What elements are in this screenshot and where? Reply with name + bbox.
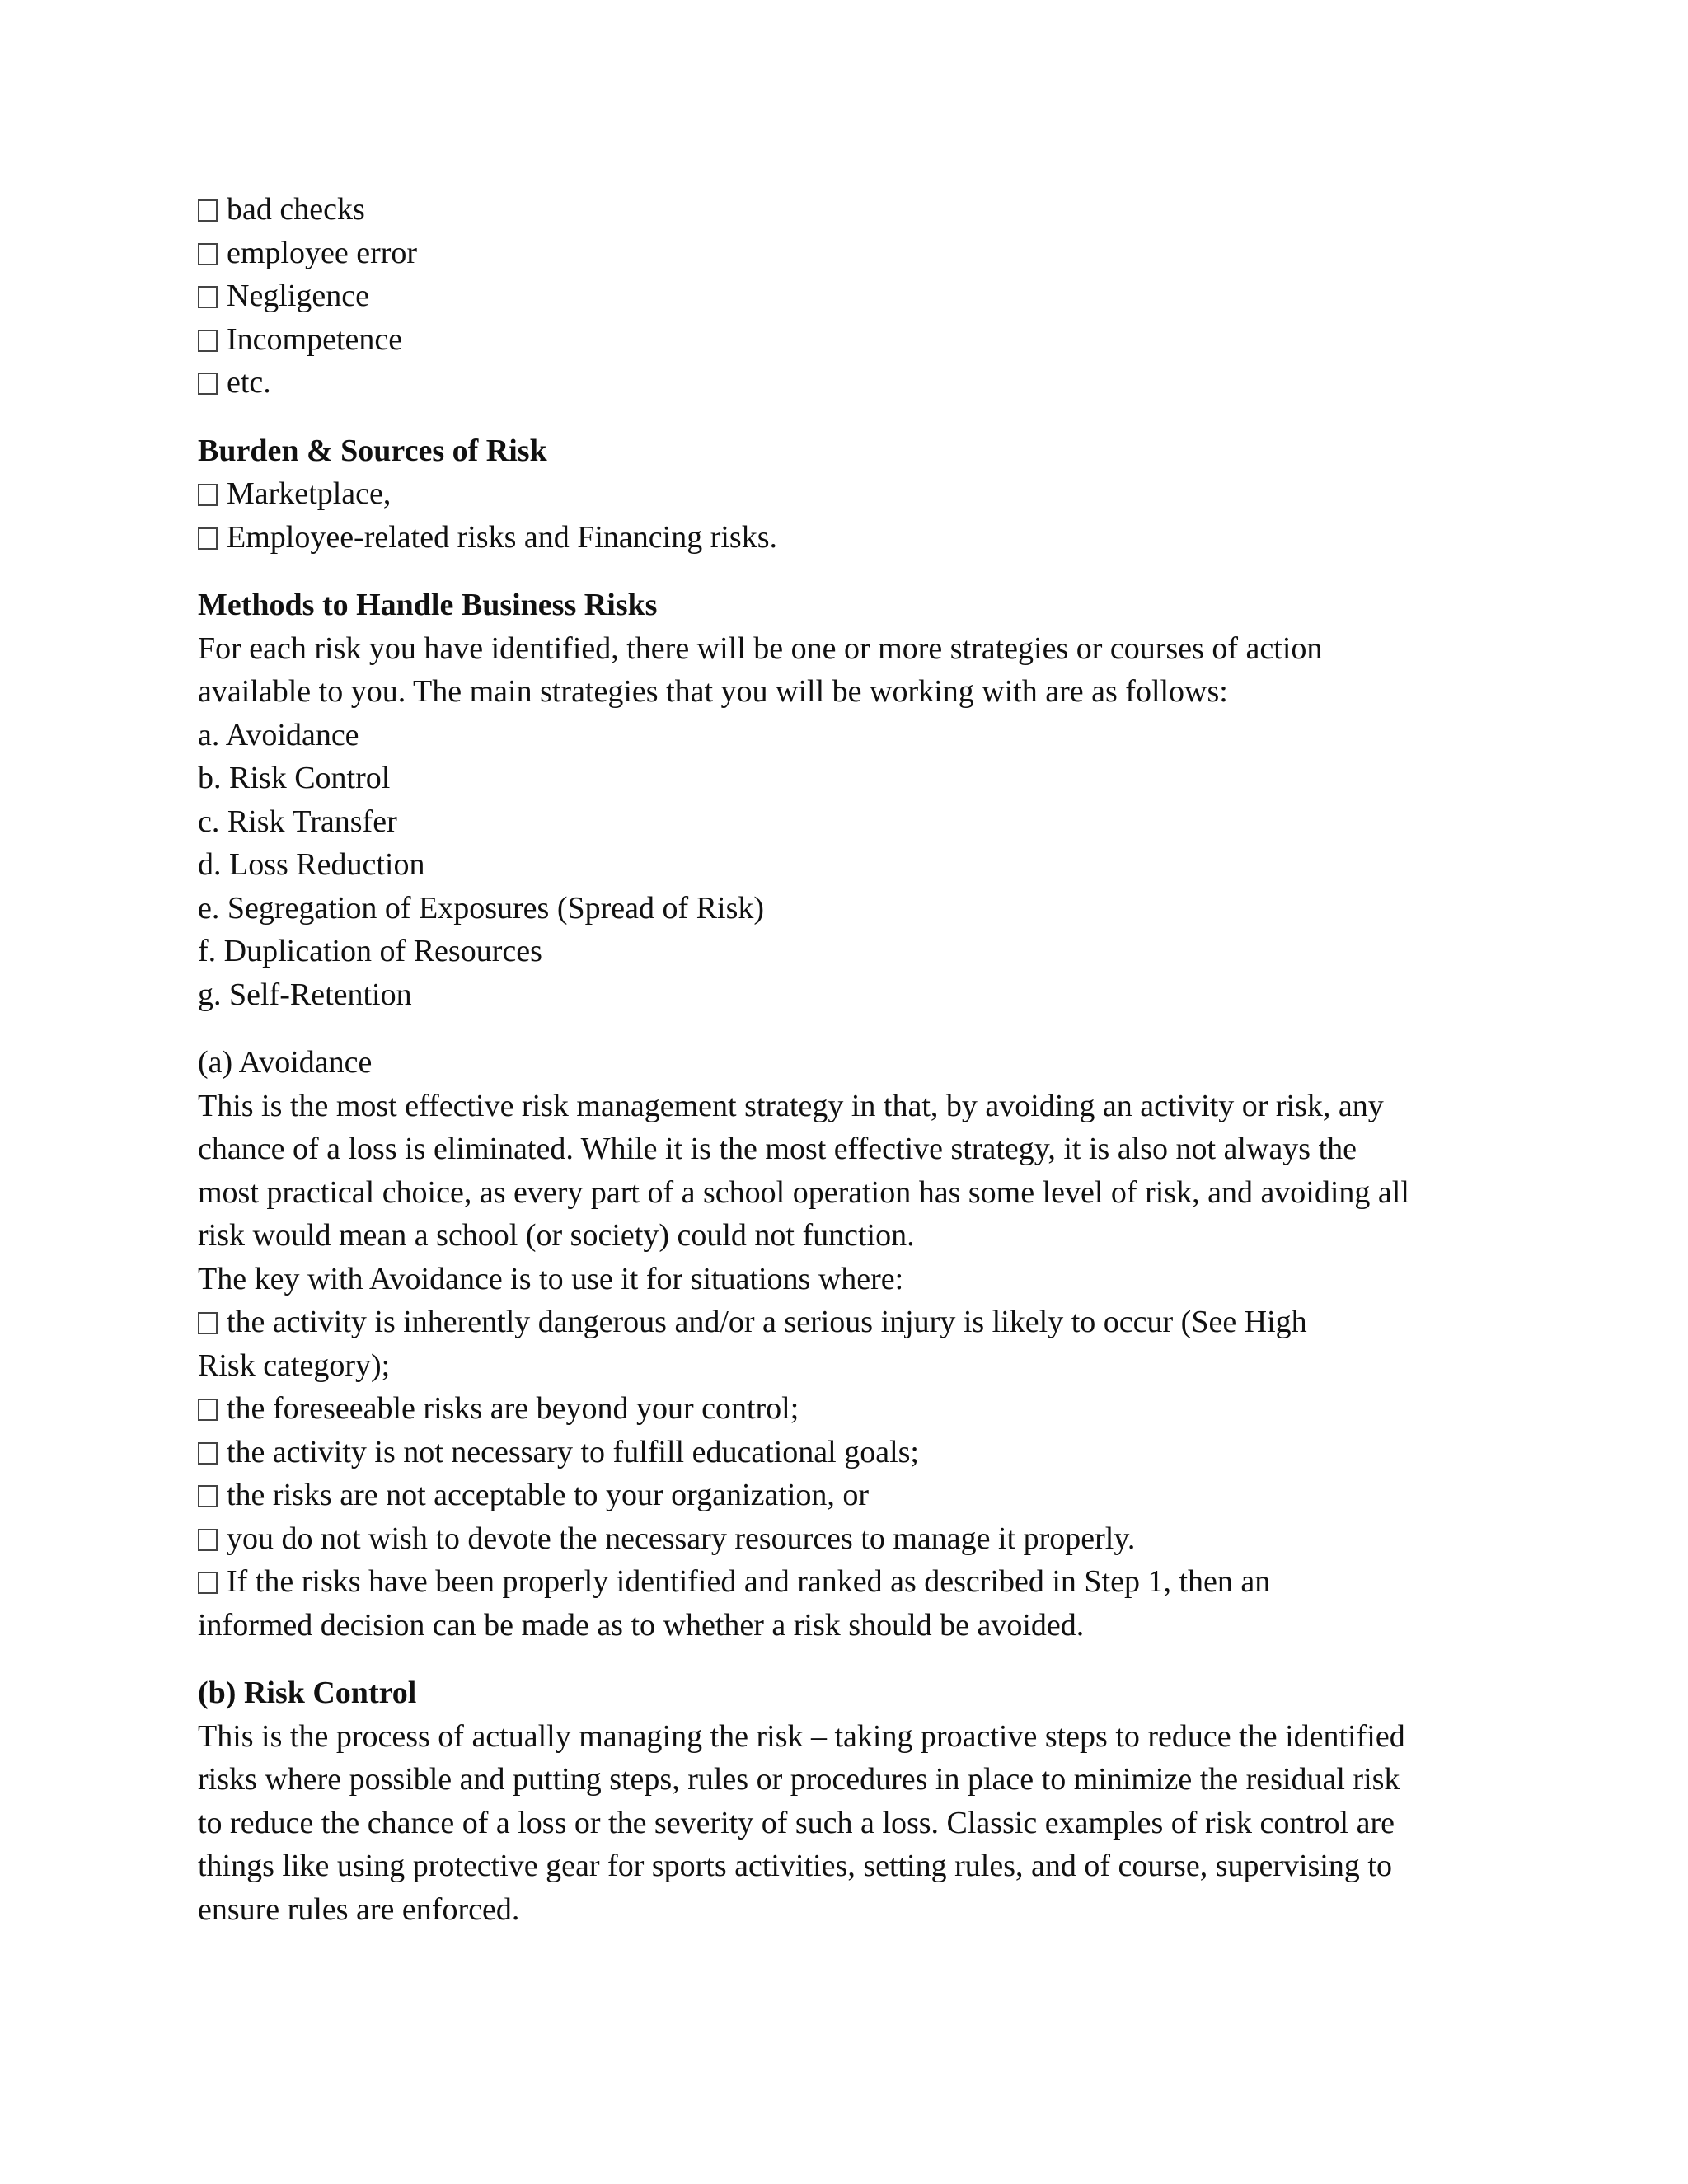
list-item-continuation: informed decision can be made as to whether a risk should be avoided.: [198, 1607, 1085, 1643]
burden-section: [198, 429, 1517, 560]
list-item-continuation: Risk category);: [198, 1347, 391, 1383]
list-item: Employee-related risks and Financing risks.: [198, 516, 1517, 560]
paragraph-line: chance of a loss is eliminated. While it is the most effective strategy, it is also not always the: [198, 1132, 1357, 1166]
list-item: the risks are not acceptable to your organization, or: [198, 1474, 1517, 1517]
strategy-item: c. Risk Transfer: [198, 804, 397, 839]
list-item: the activity is inherently dangerous and/or a serious injury is likely to occur (See High: [198, 1301, 1517, 1344]
section-heading: Burden & Sources of Risk: [198, 433, 547, 468]
missing-glyph-bullet-icon: [198, 286, 218, 308]
strategy-item: f. Duplication of Resources: [198, 934, 542, 968]
section-heading: (b) Risk Control: [198, 1675, 417, 1710]
risk-control-section: [198, 1671, 1517, 1931]
strategy-item: a. Avoidance: [198, 717, 359, 752]
paragraph-line: available to you. The main strategies that you will be working with are as follows:: [198, 674, 1228, 709]
document-page: [198, 188, 1517, 1931]
methods-section: [198, 583, 1517, 1016]
list-item: Marketplace,: [198, 472, 1517, 516]
missing-glyph-bullet-icon: [198, 1442, 218, 1465]
list-item: Incompetence: [198, 318, 1517, 362]
strategy-item: g. Self-Retention: [198, 977, 412, 1012]
list-item: Negligence: [198, 274, 1517, 318]
paragraph-line: risk would mean a school (or society) could not function.: [198, 1218, 915, 1253]
list-item: bad checks: [198, 188, 1517, 232]
paragraph-line: ensure rules are enforced.: [198, 1891, 520, 1927]
paragraph-line: The key with Avoidance is to use it for situations where:: [198, 1261, 904, 1296]
strategy-item: d. Loss Reduction: [198, 847, 425, 882]
paragraph-line: This is the process of actually managing the risk – taking proactive steps to reduce the identified: [198, 1718, 1405, 1754]
missing-glyph-bullet-icon: [198, 1485, 218, 1507]
paragraph-line: to reduce the chance of a loss or the severity of such a loss. Classic examples of risk control are: [198, 1805, 1395, 1840]
section-heading: Methods to Handle Business Risks: [198, 588, 658, 622]
list-item: employee error: [198, 232, 1517, 275]
list-item: the activity is not necessary to fulfill educational goals;: [198, 1431, 1517, 1474]
bullet-list-top: [198, 188, 1517, 405]
missing-glyph-bullet-icon: [198, 484, 218, 506]
missing-glyph-bullet-icon: [198, 527, 218, 550]
paragraph-line: risks where possible and putting steps, rules or procedures in place to minimize the residual risk: [198, 1762, 1400, 1797]
strategy-item: e. Segregation of Exposures (Spread of Risk): [198, 890, 765, 926]
missing-glyph-bullet-icon: [198, 199, 218, 222]
paragraph-line: things like using protective gear for sports activities, setting rules, and of course, supervising to: [198, 1849, 1392, 1883]
missing-glyph-bullet-icon: [198, 1572, 218, 1594]
paragraph-line: This is the most effective risk management strategy in that, by avoiding an activity or risk, any: [198, 1088, 1384, 1123]
paragraph-line: For each risk you have identified, there will be one or more strategies or courses of action: [198, 630, 1323, 666]
missing-glyph-bullet-icon: [198, 1312, 218, 1334]
missing-glyph-bullet-icon: [198, 330, 218, 352]
missing-glyph-bullet-icon: [198, 373, 218, 395]
missing-glyph-bullet-icon: [198, 1529, 218, 1551]
avoidance-section: [198, 1041, 1517, 1647]
list-item: If the risks have been properly identified and ranked as described in Step 1, then an: [198, 1560, 1517, 1604]
missing-glyph-bullet-icon: [198, 243, 218, 265]
list-item: etc.: [198, 361, 1517, 405]
section-heading: (a) Avoidance: [198, 1045, 373, 1080]
strategy-item: b. Risk Control: [198, 761, 391, 795]
list-item: the foreseeable risks are beyond your control;: [198, 1387, 1517, 1431]
paragraph-line: most practical choice, as every part of a school operation has some level of risk, and avoiding all: [198, 1174, 1409, 1210]
missing-glyph-bullet-icon: [198, 1399, 218, 1421]
list-item: you do not wish to devote the necessary resources to manage it properly.: [198, 1517, 1517, 1561]
